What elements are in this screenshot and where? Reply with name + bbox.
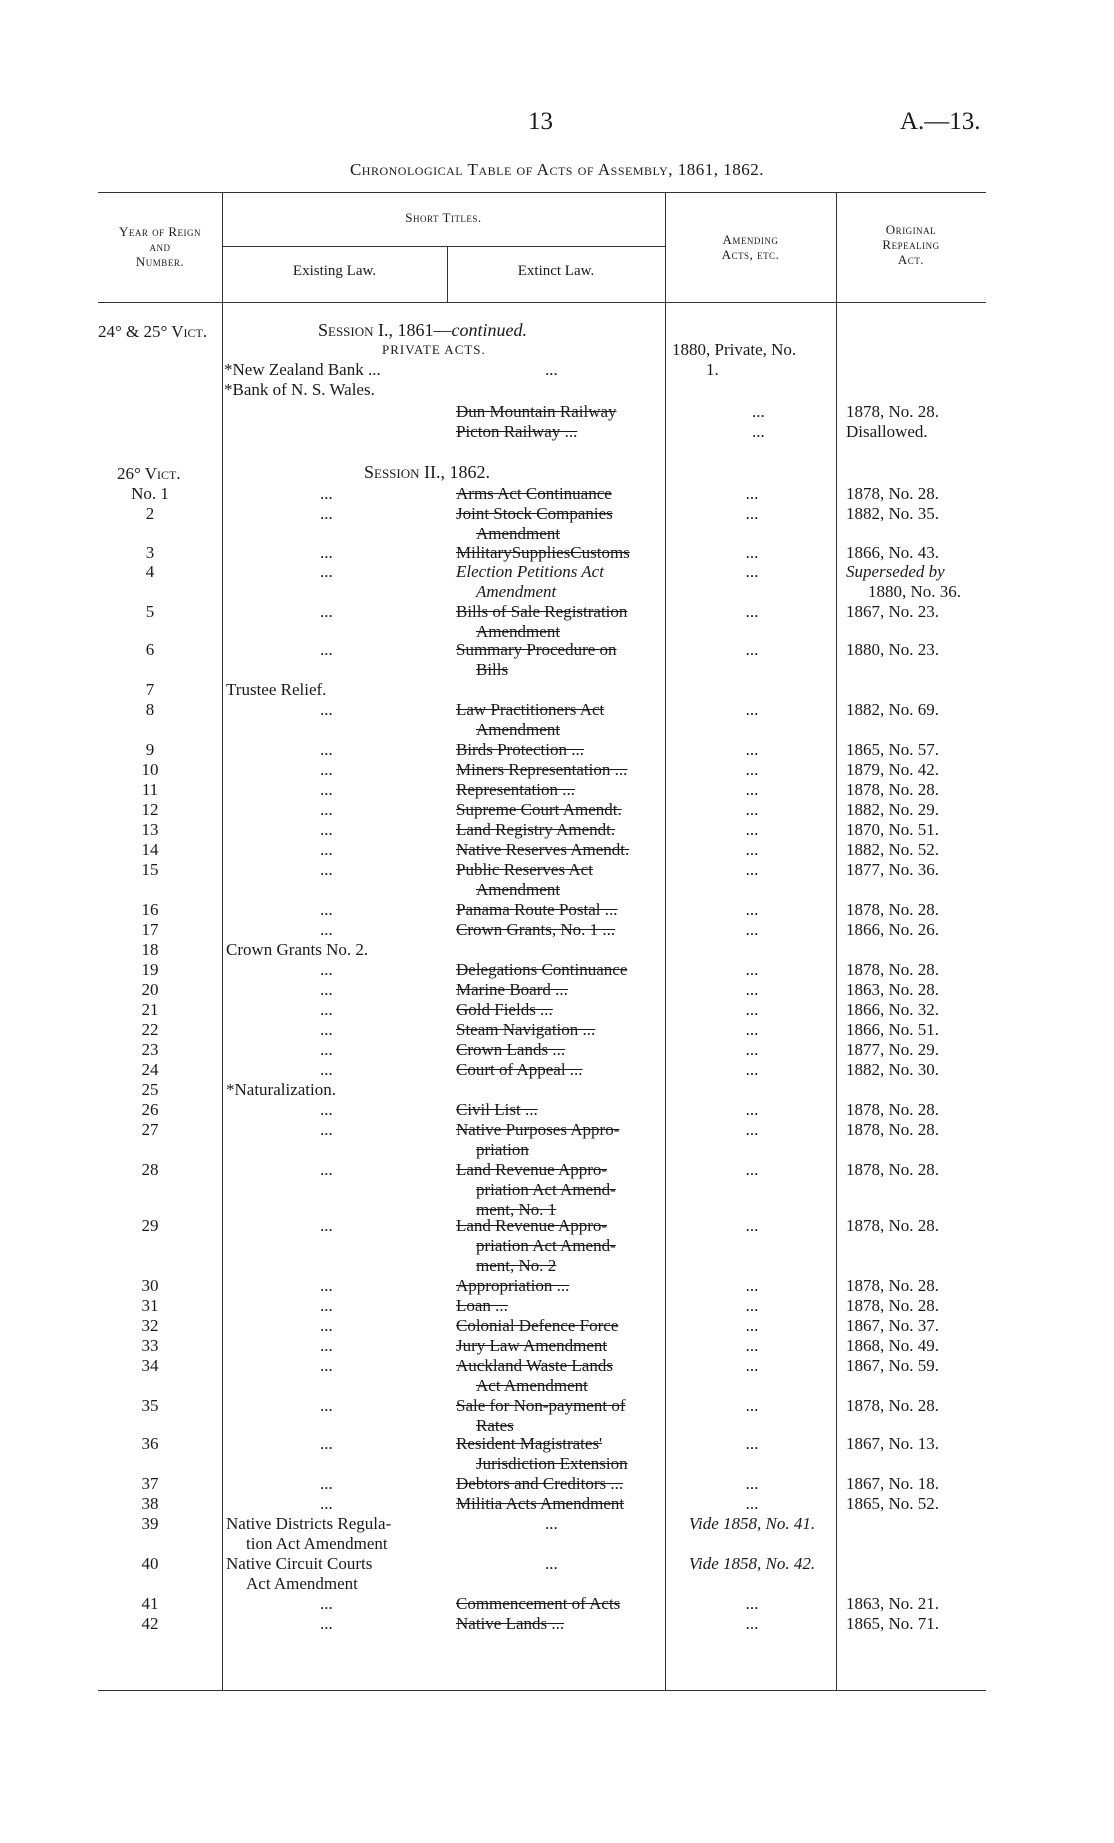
- amending-acts: ...: [745, 562, 759, 581]
- existing-law-cont: Act Amendment: [246, 1574, 358, 1593]
- existing-law: ...: [320, 1276, 333, 1295]
- act-number: 15: [141, 860, 159, 879]
- extinct-law-cont2: ment, No. 1: [476, 1200, 557, 1219]
- existing-law: ...: [320, 1000, 333, 1019]
- act-number: 25: [141, 1080, 159, 1099]
- act-number: 39: [141, 1514, 159, 1533]
- act-number: 36: [141, 1434, 159, 1453]
- extinct-law: Supreme Court Amendt.: [456, 800, 622, 819]
- extinct-law: Miners Representation ...: [456, 760, 628, 779]
- repealing-act: 1878, No. 28.: [846, 1396, 940, 1415]
- amending-acts: Vide 1858, No. 42.: [688, 1554, 816, 1573]
- act-number: 21: [141, 1000, 159, 1019]
- repealing-act: 1878, No. 28.: [846, 780, 940, 799]
- extinct-law: Representation ...: [456, 780, 575, 799]
- repealing-act: 1868, No. 49.: [846, 1336, 940, 1355]
- extinct-law-cont: priation: [476, 1140, 529, 1159]
- amending-acts: ...: [745, 484, 759, 503]
- existing-law: ...: [320, 1216, 333, 1235]
- extinct-law: ...: [545, 1554, 558, 1573]
- act-number: 33: [141, 1336, 159, 1355]
- act-number: 22: [141, 1020, 159, 1039]
- session2-reign: 26° Vict.: [117, 464, 181, 483]
- extinct-law-cont: Bills: [476, 660, 509, 679]
- extinct-law: Crown Lands ...: [456, 1040, 566, 1059]
- extinct-law: Public Reserves Act: [456, 860, 593, 879]
- extinct-law: Auckland Waste Lands: [456, 1356, 613, 1375]
- extinct-law: Crown Grants, No. 1 ...: [456, 920, 616, 939]
- extinct-law: Appropriation ...: [456, 1276, 570, 1295]
- act-number: 24: [141, 1060, 159, 1079]
- extinct-law: Joint Stock Companies: [456, 504, 613, 523]
- session1-row4-amending: ...: [752, 422, 765, 441]
- extinct-law: Native Lands ...: [456, 1614, 565, 1633]
- repealing-act: 1878, No. 28.: [846, 1100, 940, 1119]
- extinct-law-cont: Amendment: [476, 622, 561, 641]
- extinct-law: Native Reserves Amendt.: [456, 840, 630, 859]
- session1-row3-repealing: 1878, No. 28.: [846, 402, 940, 421]
- extinct-law: Law Practitioners Act: [456, 700, 605, 719]
- extinct-law: Resident Magistrates': [456, 1434, 603, 1453]
- act-number: 12: [141, 800, 159, 819]
- existing-law-cont: tion Act Amendment: [246, 1534, 388, 1553]
- existing-law: ...: [320, 543, 333, 562]
- act-number: 17: [141, 920, 159, 939]
- act-number: 32: [141, 1316, 159, 1335]
- repealing-act: 1882, No. 52.: [846, 840, 940, 859]
- extinct-law: Summary Procedure on: [456, 640, 617, 659]
- repealing-act: 1867, No. 23.: [846, 602, 940, 621]
- existing-law: ...: [320, 1020, 333, 1039]
- header-existing: Existing Law.: [292, 263, 377, 279]
- existing-law: ...: [320, 820, 333, 839]
- session1-row1-amending-cont: 1.: [706, 360, 719, 379]
- act-number: 26: [141, 1100, 159, 1119]
- repealing-act: 1878, No. 28.: [846, 900, 940, 919]
- existing-law: ...: [320, 640, 333, 659]
- amending-acts: ...: [745, 1494, 759, 1513]
- repealing-act: 1877, No. 36.: [846, 860, 940, 879]
- existing-law: ...: [320, 1120, 333, 1139]
- amending-acts: ...: [745, 840, 759, 859]
- act-number: 27: [141, 1120, 159, 1139]
- extinct-law-cont: priation Act Amend-: [476, 1180, 616, 1199]
- amending-acts: ...: [745, 1120, 759, 1139]
- existing-law: ...: [320, 504, 333, 523]
- extinct-law: Steam Navigation ...: [456, 1020, 596, 1039]
- existing-law: ...: [320, 1336, 333, 1355]
- session1-heading: Session I., 1861—continued.: [318, 320, 527, 340]
- existing-law: ...: [320, 960, 333, 979]
- extinct-law: Arms Act Continuance: [456, 484, 612, 503]
- existing-law: ...: [320, 800, 333, 819]
- extinct-law-cont: Jurisdiction Extension: [476, 1454, 628, 1473]
- act-number: 4: [145, 562, 155, 581]
- repealing-act: Superseded by: [846, 562, 945, 581]
- amending-acts: ...: [745, 1040, 759, 1059]
- repealing-act: 1878, No. 28.: [846, 1296, 940, 1315]
- existing-law: ...: [320, 920, 333, 939]
- repealing-act: 1882, No. 69.: [846, 700, 940, 719]
- amending-acts: ...: [745, 543, 759, 562]
- extinct-law: Commencement of Acts: [456, 1594, 621, 1613]
- extinct-law: Land Revenue Appro-: [456, 1216, 608, 1235]
- act-number: 10: [141, 760, 159, 779]
- existing-law: *Naturalization.: [226, 1080, 336, 1099]
- amending-acts: ...: [745, 780, 759, 799]
- extinct-law: Election Petitions Act: [456, 562, 604, 581]
- amending-acts: ...: [745, 1356, 759, 1375]
- repealing-act: 1866, No. 43.: [846, 543, 940, 562]
- session1-row1-existing: *New Zealand Bank ...: [224, 360, 381, 379]
- repealing-act: 1880, No. 23.: [846, 640, 940, 659]
- extinct-law-cont2: ment, No. 2: [476, 1256, 557, 1275]
- existing-law: ...: [320, 1434, 333, 1453]
- table-bottom-rule: [98, 1690, 986, 1691]
- act-number: 35: [141, 1396, 159, 1415]
- amending-acts: ...: [745, 1594, 759, 1613]
- existing-law: ...: [320, 1296, 333, 1315]
- repealing-act: 1882, No. 30.: [846, 1060, 940, 1079]
- existing-law: ...: [320, 1396, 333, 1415]
- repealing-act: 1866, No. 32.: [846, 1000, 940, 1019]
- existing-law: ...: [320, 602, 333, 621]
- existing-law: ...: [320, 900, 333, 919]
- repealing-act: 1867, No. 18.: [846, 1474, 940, 1493]
- amending-acts: ...: [745, 1160, 759, 1179]
- existing-law: ...: [320, 700, 333, 719]
- extinct-law: Civil List ...: [456, 1100, 538, 1119]
- existing-law: ...: [320, 1040, 333, 1059]
- act-number: 7: [145, 680, 155, 699]
- short-titles-rule: [222, 246, 665, 247]
- amending-acts: ...: [745, 1316, 759, 1335]
- amending-acts: ...: [745, 980, 759, 999]
- existing-law: ...: [320, 1060, 333, 1079]
- act-number: 20: [141, 980, 159, 999]
- existing-law: ...: [320, 760, 333, 779]
- repealing-act: 1878, No. 28.: [846, 960, 940, 979]
- existing-law: ...: [320, 1160, 333, 1179]
- extinct-law: Militia Acts Amendment: [456, 1494, 625, 1513]
- amending-acts: ...: [745, 920, 759, 939]
- existing-law: Trustee Relief.: [226, 680, 327, 699]
- act-number: 29: [141, 1216, 159, 1235]
- act-number: 41: [141, 1594, 159, 1613]
- act-number: 18: [141, 940, 159, 959]
- session1-subheading: PRIVATE ACTS.: [382, 342, 486, 357]
- act-number: 13: [141, 820, 159, 839]
- amending-acts: ...: [745, 640, 759, 659]
- repealing-act: 1865, No. 57.: [846, 740, 940, 759]
- act-number: 16: [141, 900, 159, 919]
- page-number: 13: [528, 108, 553, 135]
- act-number: 34: [141, 1356, 159, 1375]
- act-number: 30: [141, 1276, 159, 1295]
- act-number: 37: [141, 1474, 159, 1493]
- extinct-law: Land Registry Amendt.: [456, 820, 616, 839]
- act-number: 11: [141, 780, 159, 799]
- act-number: 23: [141, 1040, 159, 1059]
- act-number: 3: [145, 543, 155, 562]
- amending-acts: ...: [745, 960, 759, 979]
- amending-acts: ...: [745, 800, 759, 819]
- act-number: 14: [141, 840, 159, 859]
- extinct-law-cont: Amendment: [476, 582, 557, 601]
- header-repealing: Original Repealing Act.: [882, 222, 940, 267]
- extinct-law: ...: [545, 1514, 558, 1533]
- existing-law: ...: [320, 484, 333, 503]
- act-number: 31: [141, 1296, 159, 1315]
- repealing-act: 1866, No. 26.: [846, 920, 940, 939]
- extinct-law: Marine Board ...: [456, 980, 568, 999]
- amending-acts: ...: [745, 760, 759, 779]
- amending-acts: ...: [745, 1614, 759, 1633]
- extinct-law: Colonial Defence Force: [456, 1316, 619, 1335]
- repealing-act: 1879, No. 42.: [846, 760, 940, 779]
- extinct-law: Native Purposes Appro-: [456, 1120, 620, 1139]
- act-number: 19: [141, 960, 159, 979]
- amending-acts: ...: [745, 1296, 759, 1315]
- extinct-law: Gold Fields ...: [456, 1000, 553, 1019]
- amending-acts: ...: [745, 504, 759, 523]
- repealing-act: 1878, No. 28.: [846, 1276, 940, 1295]
- extinct-law: Loan ...: [456, 1296, 508, 1315]
- act-number: 2: [145, 504, 155, 523]
- session1-row3-extinct: Dun Mountain Railway: [456, 402, 617, 421]
- header-year: Year of Reign and Number.: [118, 224, 202, 269]
- session1-row3-amending: ...: [752, 402, 765, 421]
- extinct-law: Bills of Sale Registration: [456, 602, 628, 621]
- existing-law: Crown Grants No. 2.: [226, 940, 369, 959]
- extinct-law: Land Revenue Appro-: [456, 1160, 608, 1179]
- extinct-law: Jury Law Amendment: [456, 1336, 608, 1355]
- act-number: No. 1: [131, 484, 169, 503]
- session1-row4-repealing: Disallowed.: [846, 422, 928, 441]
- act-number: 6: [145, 640, 155, 659]
- extinct-law: Birds Protection ...: [456, 740, 584, 759]
- existing-law: ...: [320, 860, 333, 879]
- session1-row2-existing: *Bank of N. S. Wales.: [224, 380, 375, 399]
- session1-row4-extinct: Picton Railway ...: [456, 422, 578, 441]
- amending-acts: ...: [745, 820, 759, 839]
- existing-law: ...: [320, 1356, 333, 1375]
- existing-law: ...: [320, 1316, 333, 1335]
- existing-law: Native Districts Regula-: [226, 1514, 392, 1533]
- repealing-act: 1870, No. 51.: [846, 820, 940, 839]
- col-divider-1: [222, 192, 223, 1690]
- amending-acts: ...: [745, 1474, 759, 1493]
- extinct-law: Sale for Non-payment of: [456, 1396, 626, 1415]
- amending-acts: ...: [745, 700, 759, 719]
- amending-acts: ...: [745, 1276, 759, 1295]
- repealing-act: 1878, No. 28.: [846, 1160, 940, 1179]
- existing-law: ...: [320, 980, 333, 999]
- amending-acts: ...: [745, 900, 759, 919]
- extinct-law: Court of Appeal ...: [456, 1060, 583, 1079]
- extinct-law-cont: Amendment: [476, 880, 561, 899]
- repealing-act: 1865, No. 52.: [846, 1494, 940, 1513]
- extinct-law: Panama Route Postal ...: [456, 900, 618, 919]
- header-short-titles: Short Titles.: [405, 210, 482, 225]
- existing-law: ...: [320, 1614, 333, 1633]
- amending-acts: ...: [745, 1060, 759, 1079]
- amending-acts: ...: [745, 1336, 759, 1355]
- repealing-act: 1863, No. 28.: [846, 980, 940, 999]
- amending-acts: ...: [745, 1000, 759, 1019]
- extinct-law: MilitarySuppliesCustoms: [456, 543, 630, 562]
- session1-reign: 24° & 25° Vict.: [98, 322, 208, 341]
- repealing-act: 1882, No. 29.: [846, 800, 940, 819]
- act-number: 38: [141, 1494, 159, 1513]
- col-divider-4: [836, 192, 837, 1690]
- existing-law: ...: [320, 1594, 333, 1613]
- repealing-act: 1878, No. 28.: [846, 1216, 940, 1235]
- repealing-act: 1878, No. 28.: [846, 484, 940, 503]
- extinct-law: Debtors and Creditors ...: [456, 1474, 624, 1493]
- act-number: 9: [145, 740, 155, 759]
- session2-heading: Session II., 1862.: [364, 462, 491, 482]
- header-amending: Amending Acts, etc.: [721, 232, 780, 262]
- amending-acts: ...: [745, 1100, 759, 1119]
- extinct-law-cont: priation Act Amend-: [476, 1236, 616, 1255]
- repealing-act: 1867, No. 37.: [846, 1316, 940, 1335]
- extinct-law-cont: Amendment: [476, 720, 561, 739]
- amending-acts: ...: [745, 1216, 759, 1235]
- amending-acts: ...: [745, 860, 759, 879]
- extinct-law-cont: Act Amendment: [476, 1376, 588, 1395]
- table-top-rule: [98, 192, 986, 193]
- existing-law: ...: [320, 1494, 333, 1513]
- header-bottom-rule: [98, 302, 986, 303]
- amending-acts: ...: [745, 602, 759, 621]
- repealing-act: 1863, No. 21.: [846, 1594, 940, 1613]
- document-reference: A.—13.: [900, 108, 981, 135]
- repealing-act: 1867, No. 13.: [846, 1434, 940, 1453]
- repealing-act: 1877, No. 29.: [846, 1040, 940, 1059]
- repealing-act: 1882, No. 35.: [846, 504, 940, 523]
- existing-law: ...: [320, 740, 333, 759]
- act-number: 5: [145, 602, 155, 621]
- act-number: 28: [141, 1160, 159, 1179]
- amending-acts: Vide 1858, No. 41.: [688, 1514, 816, 1533]
- existing-law: ...: [320, 562, 333, 581]
- existing-law: ...: [320, 1474, 333, 1493]
- page-title: Chronological Table of Acts of Assembly, 1861, 1862.: [349, 160, 765, 179]
- amending-acts: ...: [745, 740, 759, 759]
- header-extinct: Extinct Law.: [517, 263, 595, 279]
- extinct-law-cont: Amendment: [476, 524, 561, 543]
- amending-acts: ...: [745, 1020, 759, 1039]
- existing-law: ...: [320, 840, 333, 859]
- act-number: 8: [145, 700, 155, 719]
- repealing-act: 1866, No. 51.: [846, 1020, 940, 1039]
- repealing-act-cont: 1880, No. 36.: [868, 582, 962, 601]
- extinct-law-cont: Rates: [476, 1416, 514, 1435]
- extinct-law: Delegations Continuance: [456, 960, 628, 979]
- amending-acts: ...: [745, 1396, 759, 1415]
- session1-row1-extinct: ...: [545, 360, 558, 379]
- session1-row1-amending: 1880, Private, No.: [672, 340, 797, 359]
- existing-law: ...: [320, 1100, 333, 1119]
- act-number: 42: [141, 1614, 159, 1633]
- repealing-act: 1867, No. 59.: [846, 1356, 940, 1375]
- repealing-act: 1878, No. 28.: [846, 1120, 940, 1139]
- act-number: 40: [141, 1554, 159, 1573]
- repealing-act: 1865, No. 71.: [846, 1614, 940, 1633]
- existing-law: Native Circuit Courts: [226, 1554, 373, 1573]
- existing-law: ...: [320, 780, 333, 799]
- amending-acts: ...: [745, 1434, 759, 1453]
